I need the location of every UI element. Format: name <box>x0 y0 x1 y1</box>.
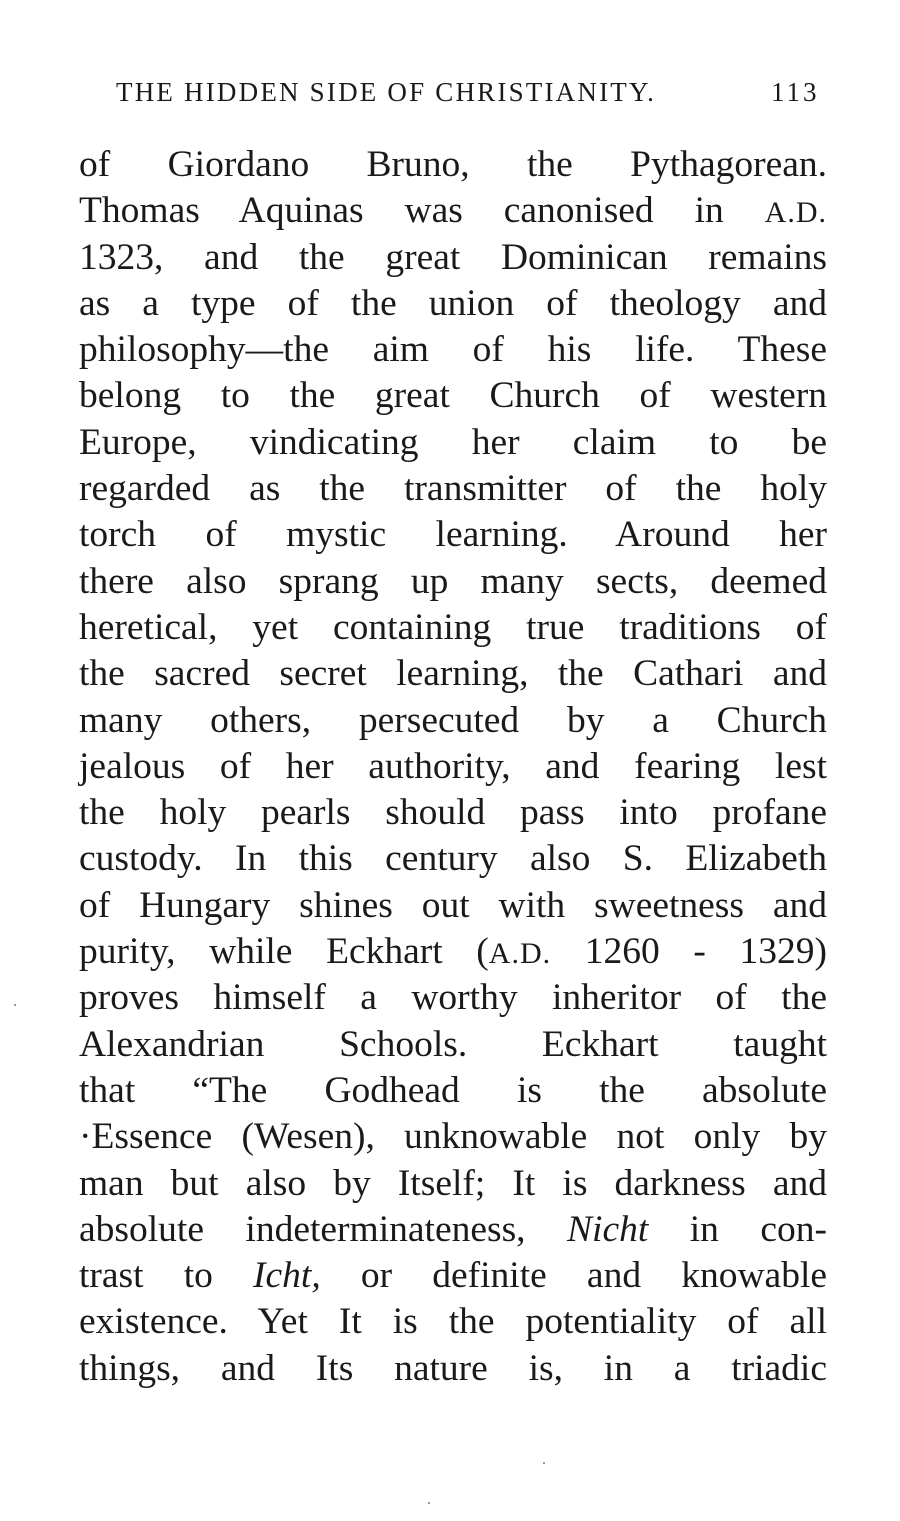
text-line: 1323, and the great Dominican remains <box>79 236 827 278</box>
page-number: 113 <box>771 77 820 107</box>
text-line: ·Essence (Wesen), unknowable not only by <box>79 1116 827 1158</box>
text-line: torch of mystic learning. Around her <box>79 514 827 556</box>
text-line: Thomas Aquinas was canonised in A.D. <box>79 190 827 232</box>
text-line: things, and Its nature is, in a triadic <box>79 1347 827 1389</box>
text-line: man but also by Itself; It is darkness and <box>79 1162 827 1204</box>
text-line: philosophy—the aim of his life. These <box>79 329 827 371</box>
text-line: Alexandrian Schools. Eckhart taught <box>79 1023 827 1065</box>
text-line: the holy pearls should pass into profane <box>79 792 827 834</box>
text-line: many others, persecuted by a Church <box>79 699 827 741</box>
print-speck <box>543 1462 545 1464</box>
italic-term: Icht, <box>253 1255 321 1297</box>
text-line: as a type of the union of theology and <box>79 282 827 324</box>
text-line: regarded as the transmitter of the holy <box>79 468 827 510</box>
era-abbreviation: A.D. <box>764 196 827 230</box>
text-line: that “The Godhead is the absolute <box>79 1069 827 1111</box>
text-line: of Hungary shines out with sweetness and <box>79 884 827 926</box>
text-line: Europe, vindicating her claim to be <box>79 421 827 463</box>
text-line: the sacred secret learning, the Cathari and <box>79 653 827 695</box>
text-line: of Giordano Bruno, the Pythagorean. <box>79 144 827 185</box>
era-abbreviation: A.D. <box>488 937 552 971</box>
text-line: belong to the great Church of western <box>79 375 827 417</box>
text-line: trast to Icht, or definite and knowable <box>79 1255 828 1297</box>
italic-term: Nicht <box>567 1208 649 1250</box>
text-line: existence. Yet It is the potentiality of all <box>79 1301 827 1343</box>
running-title: THE HIDDEN SIDE OF CHRISTIANITY. <box>116 77 657 107</box>
print-speck <box>14 1004 16 1006</box>
text-line: custody. In this century also S. Elizabeth <box>79 838 827 880</box>
text-line: heretical, yet containing true traditions of <box>79 606 827 648</box>
text-line: jealous of her authority, and fearing lest <box>79 745 827 787</box>
text-line: absolute indeterminateness, Nicht in con- <box>79 1208 827 1250</box>
running-head <box>116 72 836 112</box>
print-speck <box>428 1502 430 1504</box>
text-line: there also sprang up many sects, deemed <box>79 560 827 602</box>
body-text <box>79 142 827 1392</box>
text-line: purity, while Eckhart (A.D. 1260 - 1329) <box>79 931 827 973</box>
text-line: proves himself a worthy inheritor of the <box>79 977 827 1019</box>
